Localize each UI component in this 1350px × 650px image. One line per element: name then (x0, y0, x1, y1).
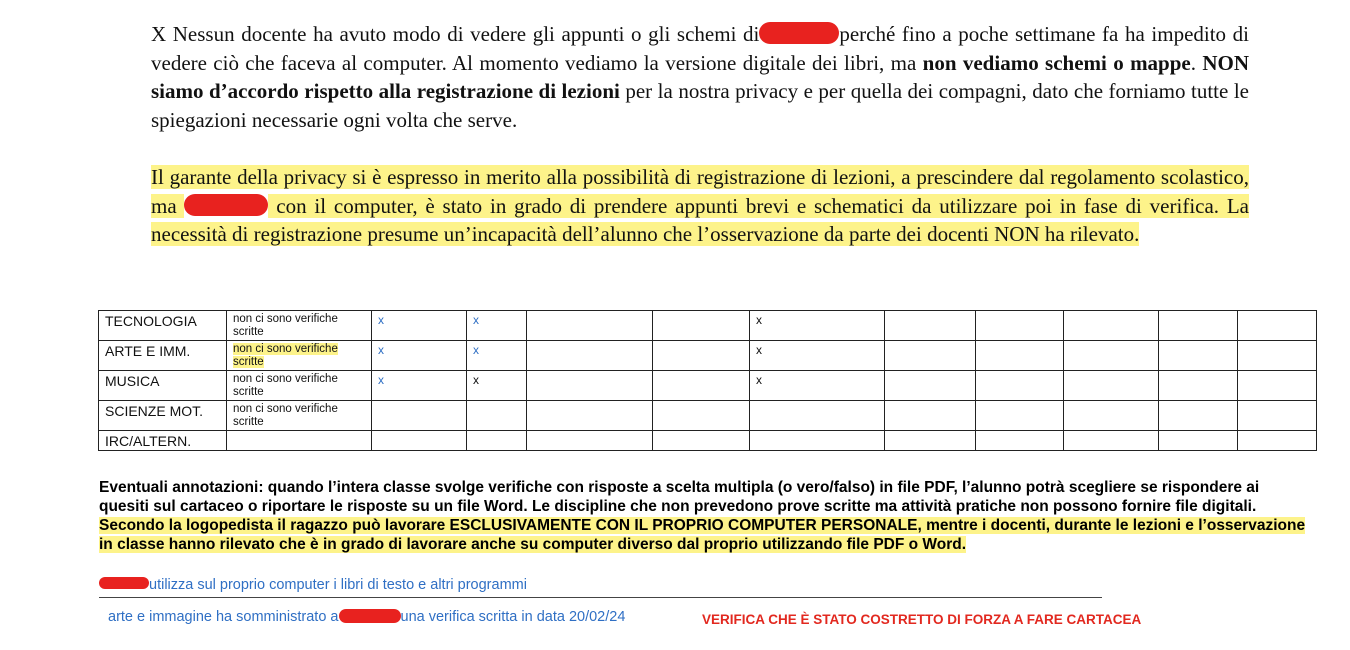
p1-text-b: perché fino a poche settimane fa ha impedito di vedere ciò che faceva al computer. Al momento vediamo la versione digitale dei libri, ma (151, 22, 1249, 75)
redaction-mark (339, 609, 401, 623)
mark-cell: x (750, 371, 885, 401)
redaction-mark (99, 577, 149, 589)
p1-bold-2: NON siamo d’accordo rispetto alla registrazione di lezioni (151, 50, 1250, 103)
redaction-mark (184, 194, 268, 216)
subject-cell: IRC/ALTERN. (99, 431, 227, 451)
mark-cell: x (372, 311, 467, 341)
note-cell (227, 341, 372, 371)
warning-text: VERIFICA CHE È STATO COSTRETTO DI FORZA A FARE CARTACEA (702, 612, 1142, 627)
mark-cell: x (372, 371, 467, 401)
subject-cell: MUSICA (99, 371, 227, 401)
table-row (99, 431, 1317, 451)
p1-text-d: per la nostra privacy e per quella dei compagni, dato che forniamo tutte le spiegazioni necessarie ogni volta che serve. (151, 79, 1249, 132)
note-cell: non ci sono verifiche scritte (227, 371, 372, 401)
p1-bold-1: non vediamo schemi o mappe (922, 50, 1191, 75)
table-row (99, 371, 1317, 401)
table-row (99, 401, 1317, 431)
note-cell: non ci sono verifiche scritte (227, 401, 372, 431)
redaction-mark (759, 22, 839, 44)
paragraph-1 (151, 20, 1249, 134)
highlighted-note: non ci sono verifiche scritte (233, 343, 338, 368)
mark-cell: x (750, 311, 885, 341)
computer-note (99, 577, 527, 593)
p1-text-c: . (1190, 50, 1203, 75)
mark-cell: x (467, 341, 527, 371)
subject-cell: SCIENZE MOT. (99, 401, 227, 431)
arte-note-a: arte e immagine ha somministrato a (108, 609, 339, 625)
paragraph-2 (151, 163, 1249, 249)
table-row (99, 311, 1317, 341)
arte-note-b: una verifica scritta in data 20/02/24 (400, 609, 626, 625)
subjects-table (98, 310, 1317, 451)
p2-text-b: con il computer, è stato in grado di prendere appunti brevi e schematici da utilizzare poi in fase di verifica. La necessità di registrazione presume un’incapacità dell’alunno che l’osservazione da parte dei docenti NON ha rilevato. (151, 193, 1250, 246)
annotations-block (99, 478, 1309, 554)
mark-cell: x (372, 341, 467, 371)
mark-cell: x (467, 371, 527, 401)
subject-cell: TECNOLOGIA (99, 311, 227, 341)
computer-note-text: utilizza sul proprio computer i libri di testo e altri programmi (149, 577, 527, 593)
subject-cell: ARTE E IMM. (99, 341, 227, 371)
mark-cell: x (750, 341, 885, 371)
arte-note (108, 609, 625, 625)
note-cell: non ci sono verifiche scritte (227, 311, 372, 341)
p1-text-a: X Nessun docente ha avuto modo di vedere gli appunti o gli schemi di (151, 22, 760, 46)
table-row (99, 341, 1317, 371)
divider (99, 597, 1102, 598)
mark-cell: x (467, 311, 527, 341)
annotations-highlighted: Secondo la logopedista il ragazzo può lavorare ESCLUSIVAMENTE CON IL PROPRIO COMPUTER PERSONALE, mentre i docenti, durante le lezioni e l’osservazione in classe hanno rilevato che è in grado di lavorare anche su computer diverso dal proprio utilizzando file PDF o Word. (99, 517, 1306, 553)
annotations-text: Eventuali annotazioni: quando l’intera classe svolge verifiche con risposte a scelta multipla (o vero/falso) in file PDF, l’alunno potrà scegliere se rispondere ai quesiti sul cartaceo o riportare le risposte su un file Word. Le discipline che non prevedono prove scritte ma attività pratiche non possono fornire file digitali. (99, 479, 1260, 515)
p2-text-a: Il garante della privacy si è espresso in merito alla possibilità di registrazione di lezioni, a prescindere dal regolamento scolastico, ma (151, 165, 1249, 218)
